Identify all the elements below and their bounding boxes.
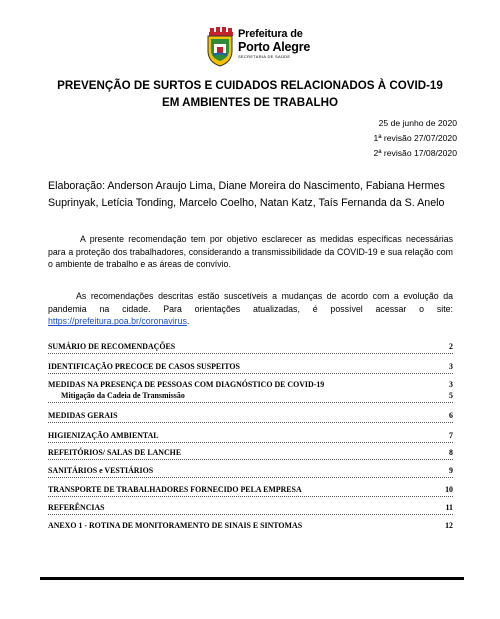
authors-paragraph: Elaboração: Anderson Araujo Lima, Diane Moreira do Nascimento, Fabiana Hermes Suprinyak, Letícia Tonding, Marcelo Coelho, Natan Katz, Taís Fernanda da S. Anelo	[48, 180, 445, 209]
toc-entry-page: 8	[449, 448, 453, 457]
toc-dotted-leader	[48, 496, 453, 497]
toc-entry-label: HIGIENIZAÇÃO AMBIENTAL	[48, 431, 159, 440]
toc-entry-page: 10	[445, 485, 453, 494]
toc-dotted-leader	[48, 422, 453, 423]
logo-title-line2: Porto Alegre	[238, 40, 311, 54]
toc-entry-page: 11	[445, 503, 453, 512]
toc-dotted-leader	[48, 402, 453, 403]
revision-2-date: 2ª revisão 17/08/2020	[373, 148, 457, 158]
toc-dotted-leader	[48, 442, 453, 443]
toc-entry-label: SUMÁRIO DE RECOMENDAÇÕES	[48, 342, 176, 351]
revision-1-date: 1ª revisão 27/07/2020	[373, 133, 457, 143]
toc-entry-label: MEDIDAS GERAIS	[48, 411, 118, 420]
toc-entry[interactable]	[48, 503, 453, 515]
coronavirus-site-link[interactable]: https://prefeitura.poa.br/coronavirus	[48, 316, 187, 327]
intro-paragraph	[48, 233, 453, 271]
toc-entry[interactable]	[48, 411, 453, 423]
updates-paragraph	[48, 290, 453, 328]
toc-entry[interactable]	[48, 431, 453, 443]
toc-entry-page: 3	[449, 362, 453, 371]
footer-divider	[40, 577, 464, 580]
toc-entry-label: Mitigação da Cadeia de Transmissão	[61, 391, 185, 400]
toc-dotted-leader	[48, 373, 453, 374]
toc-dotted-leader	[48, 353, 453, 354]
toc-entry-label: TRANSPORTE DE TRABALHADORES FORNECIDO PELA EMPRESA	[48, 485, 302, 494]
toc-entry[interactable]	[48, 448, 453, 460]
document-title	[0, 77, 500, 111]
toc-entry-page: 6	[449, 411, 453, 420]
toc-entry[interactable]	[48, 485, 453, 497]
porto-alegre-crest-icon	[205, 27, 235, 67]
updates-paragraph-text: As recomendações descritas estão suscetíveis a mudanças de acordo com a evolução da pandemia na cidade. Para orientações atualizadas, é possível acessar o site:	[48, 291, 453, 314]
toc-dotted-leader	[48, 477, 453, 478]
toc-subentry[interactable]	[48, 391, 453, 403]
toc-entry-page: 9	[449, 466, 453, 475]
toc-entry-page: 2	[449, 342, 453, 351]
toc-entry-label: ANEXO 1 - ROTINA DE MONITORAMENTO DE SINAIS E SINTOMAS	[48, 521, 303, 530]
toc-entry-page: 7	[449, 431, 453, 440]
toc-entry[interactable]	[48, 466, 453, 478]
toc-entry-page: 5	[449, 391, 453, 400]
toc-dotted-leader	[48, 459, 453, 460]
toc-entry-label: REFEITÓRIOS/ SALAS DE LANCHE	[48, 448, 182, 457]
intro-paragraph-text: A presente recomendação tem por objetivo esclarecer as medidas específicas necessárias para a proteção dos trabalhadores, considerando a transmissibilidade da COVID-19 e sua relação com o ambiente de trabalho e as áreas de convívio.	[48, 234, 453, 270]
toc-entry[interactable]	[48, 342, 453, 354]
logo-title-line1: Prefeitura de	[238, 28, 303, 40]
toc-dotted-leader	[48, 514, 453, 515]
toc-entry-label: IDENTIFICAÇÃO PRECOCE DE CASOS SUSPEITOS	[48, 362, 240, 371]
toc-entry-page: 12	[445, 521, 453, 530]
revision-dates	[374, 116, 457, 161]
toc-entry-page: 3	[449, 380, 453, 389]
title-line-2: EM AMBIENTES DE TRABALHO	[161, 96, 339, 109]
prefeitura-logo	[205, 27, 317, 71]
toc-entry[interactable]	[48, 521, 453, 533]
updates-paragraph-end: .	[186, 316, 190, 327]
title-line-1: PREVENÇÃO DE SURTOS E CUIDADOS RELACIONADOS À COVID-19	[57, 79, 443, 92]
toc-entry[interactable]	[48, 362, 453, 374]
toc-entry-label: SANITÁRIOS e VESTIÁRIOS	[48, 466, 154, 475]
logo-subtitle: SECRETARIA DE SAÚDE	[238, 54, 291, 59]
toc-entry-label: MEDIDAS NA PRESENÇA DE PESSOAS COM DIAGNÓSTICO DE COVID-19	[48, 380, 325, 389]
publication-date: 25 de junho de 2020	[378, 118, 457, 128]
toc-entry-label: REFERÊNCIAS	[48, 503, 105, 512]
